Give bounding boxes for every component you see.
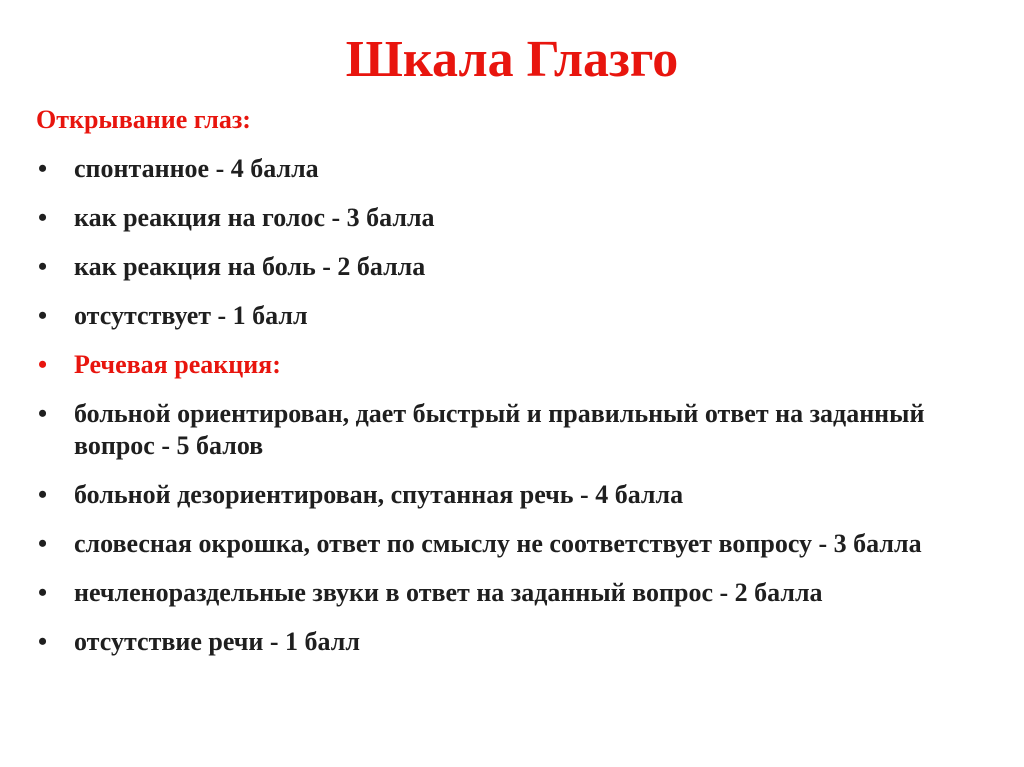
list-item (36, 626, 996, 658)
bullet-icon: • (38, 203, 48, 232)
list-item-text: больной дезориентирован, спутанная речь - 4 балла (74, 480, 684, 509)
list-item-text: нечленораздельные звуки в ответ на заданный вопрос - 2 балла (74, 578, 823, 607)
list-item-text: как реакция на голос - 3 балла (74, 203, 435, 232)
list-item-text: отсутствие речи - 1 балл (74, 627, 360, 656)
list-item (36, 153, 996, 185)
bullet-icon: • (38, 627, 48, 656)
section-heading-speech-response (36, 349, 996, 381)
list-item (36, 528, 996, 560)
list-item (36, 202, 996, 234)
bullet-icon: • (38, 480, 48, 509)
bullet-icon: • (38, 578, 48, 607)
bullet-icon: • (38, 529, 48, 558)
list-item (36, 251, 996, 283)
list-item (36, 577, 996, 609)
slide-content (36, 104, 996, 675)
list-item-text: отсутствует - 1 балл (74, 301, 308, 330)
section-heading-eye-opening: Открывание глаз: (36, 105, 251, 134)
list-item (36, 300, 996, 332)
bullet-icon: • (38, 301, 48, 330)
section-heading-text: Речевая реакция: (74, 350, 281, 379)
list-item-text: больной ориентирован, дает быстрый и правильный ответ на заданный вопрос - 5 балов (74, 399, 925, 460)
list-item (36, 479, 996, 511)
list-item-text: как реакция на боль - 2 балла (74, 252, 426, 281)
list-item (36, 398, 996, 462)
slide-title: Шкала Глазго (345, 31, 679, 88)
bullet-icon: • (38, 154, 48, 183)
bullet-icon: • (38, 252, 48, 281)
list-item-text: словесная окрошка, ответ по смыслу не соответствует вопросу - 3 балла (74, 529, 922, 558)
bullet-icon: • (38, 350, 48, 379)
list-item-text: спонтанное - 4 балла (74, 154, 319, 183)
bullet-icon: • (38, 399, 48, 428)
